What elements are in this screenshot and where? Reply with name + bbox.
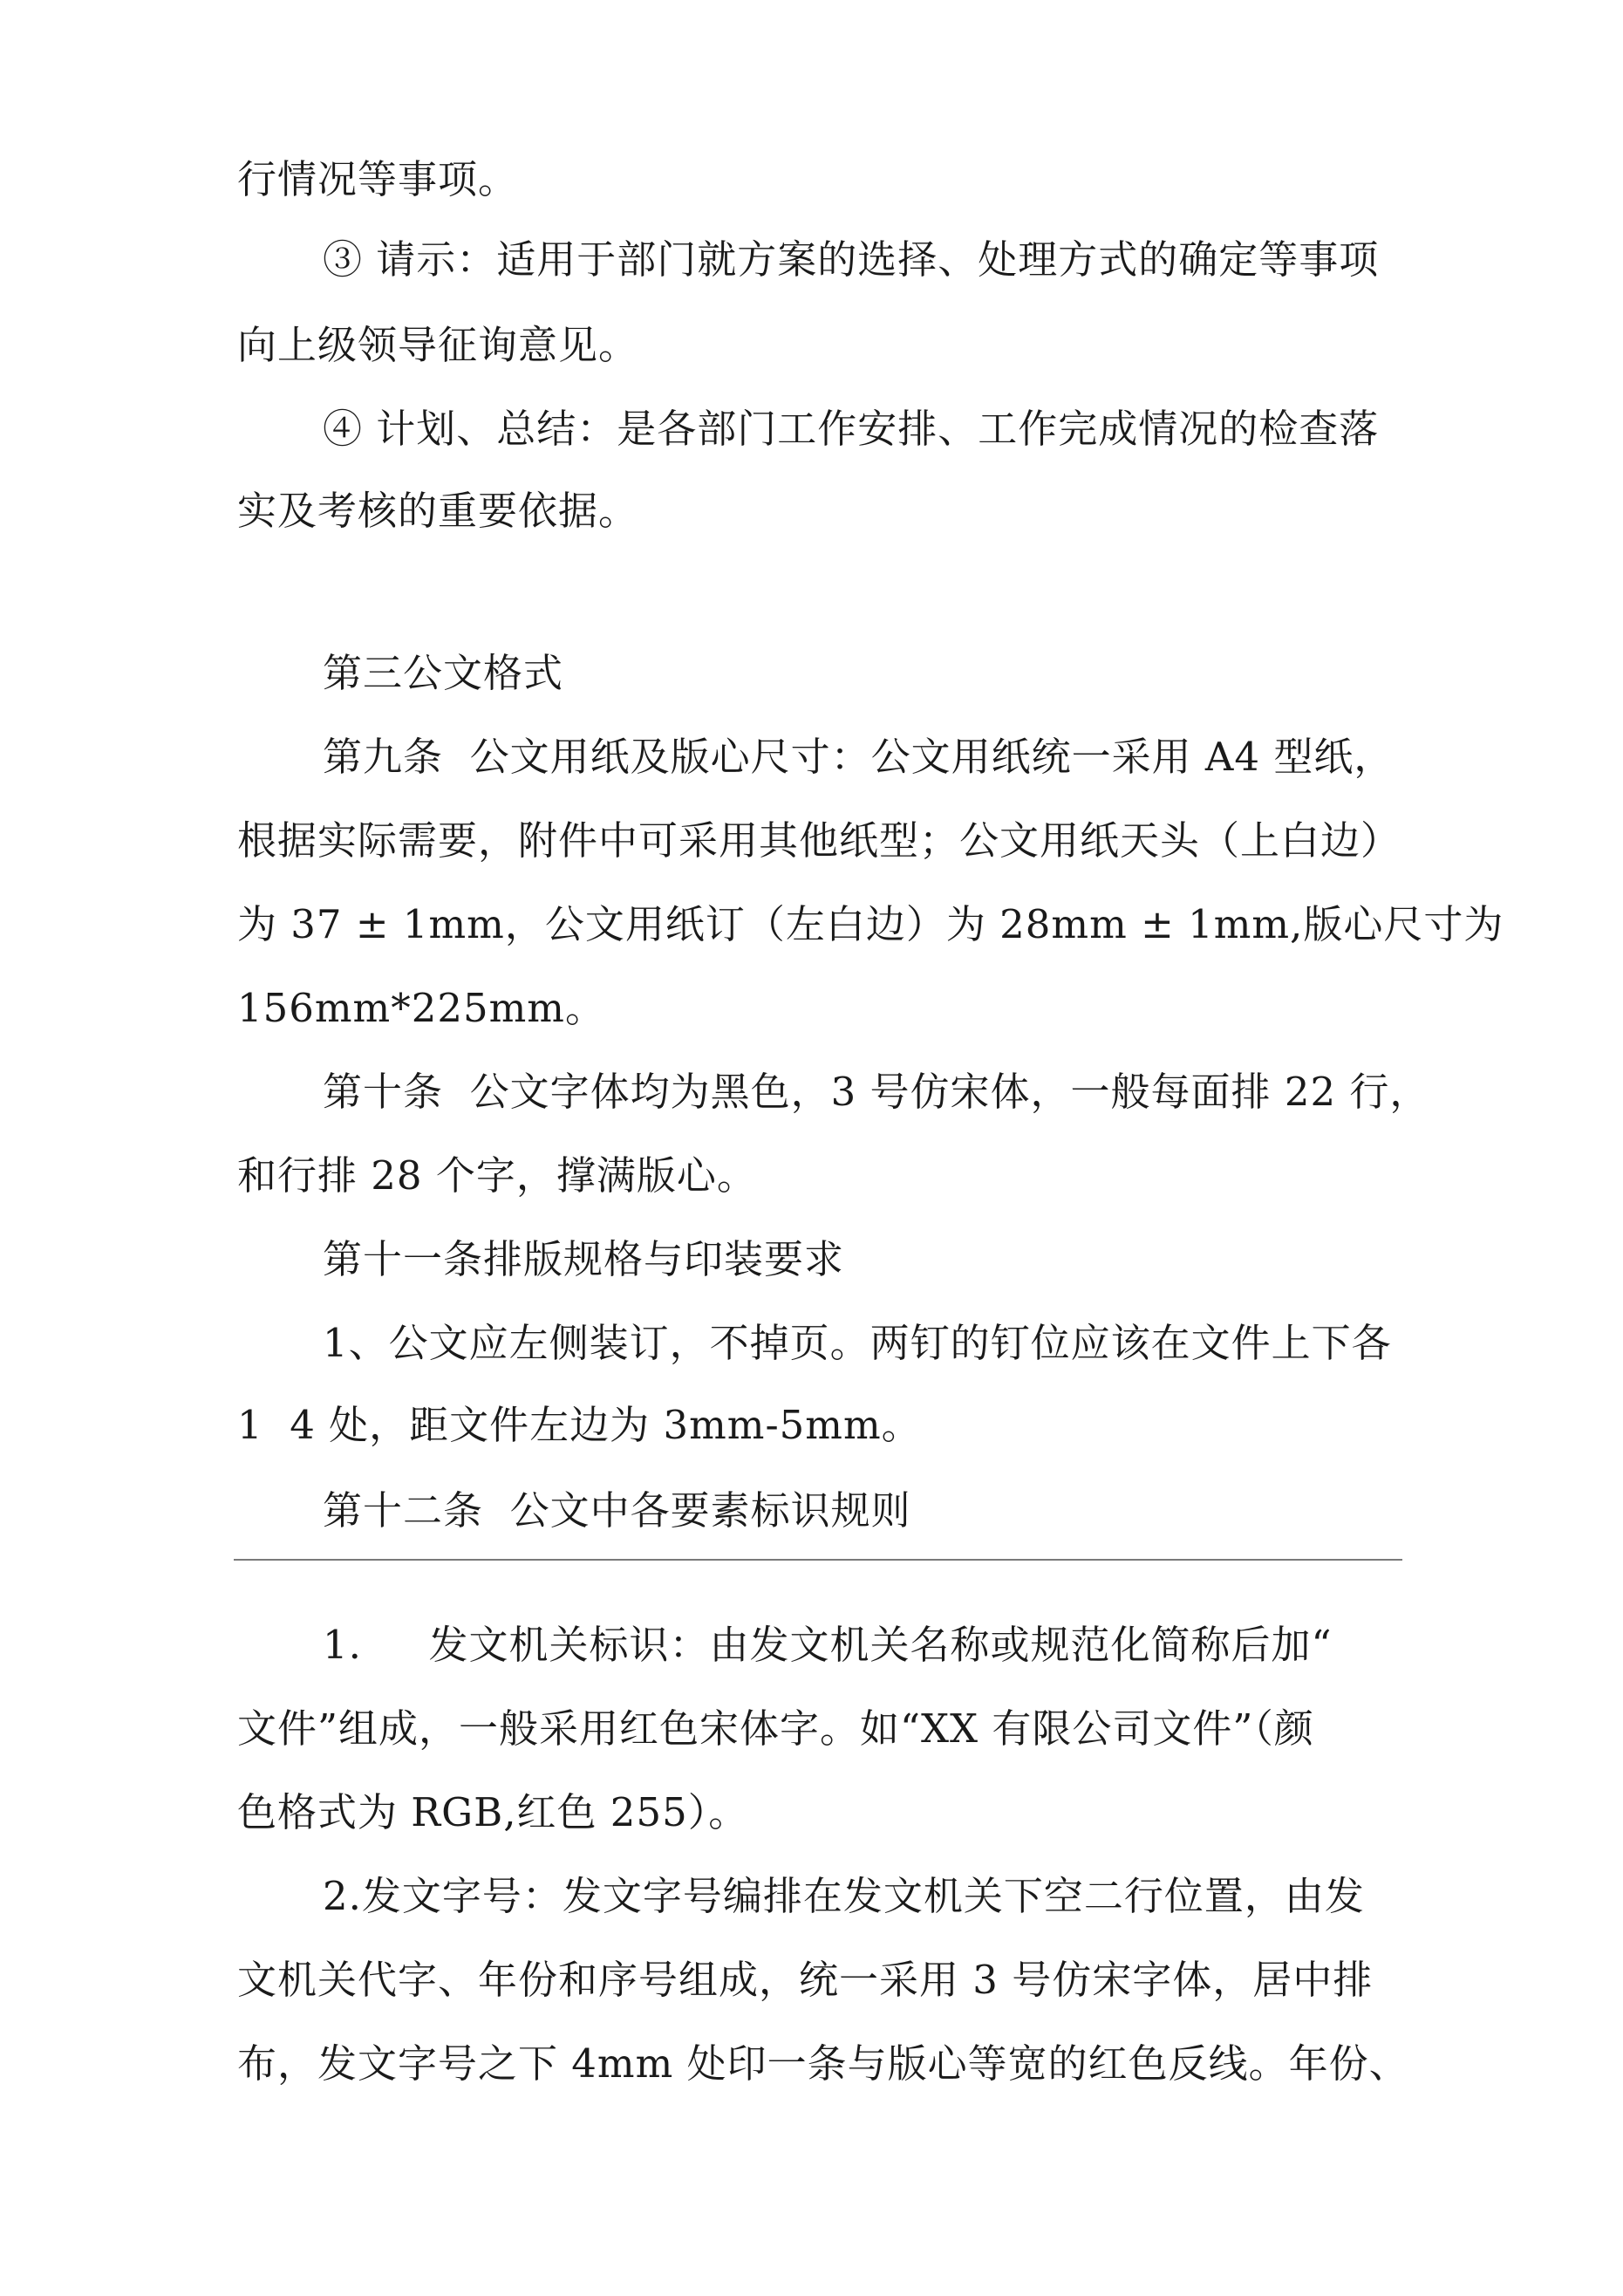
paragraph-line: 向上级领导征询意见。 [237,322,639,368]
paragraph-line: 2.发文字号：发文字号编排在发文机关下空二行位置，由发 [323,1873,1365,1919]
paragraph-line: 实及考核的重要依据。 [237,488,639,534]
divider-line [234,1559,1402,1561]
paragraph-line: 第九条 公文用纸及版心尺寸：公文用纸统一采用 A4 型纸， [323,734,1395,780]
paragraph-line: 文机关代字、年份和序号组成，统一采用 3 号仿宋字体，居中排 [237,1957,1374,2003]
paragraph-line: 1、公文应左侧装订，不掉页。两钉的钉位应该在文件上下各 [323,1320,1392,1366]
paragraph-line: 色格式为 RGB,红色 255）。 [237,1789,749,1835]
paragraph-line: 和行排 28 个字，撑满版心。 [237,1152,757,1199]
paragraph-line: 为 37 ± 1mm，公文用纸订（左白边）为 28mm ± 1mm,版心尺寸为 [237,901,1504,947]
paragraph-line: ③ 请示：适用于部门就方案的选择、处理方式的确定等事项 [323,236,1380,283]
paragraph-line: 文件”组成，一般采用红色宋体字。如“XX 有限公司文件”（颜 [237,1705,1314,1752]
paragraph-line: 第十条 公文字体均为黑色，3 号仿宋体，一般每面排 22 行， [323,1069,1430,1115]
paragraph-line: 根据实际需要，附件中可采用其他纸型；公文用纸天头（上白边） [237,817,1401,864]
section-heading: 第三公文格式 [323,650,564,696]
paragraph-line: ④ 计划、总结：是各部门工作安排、工作完成情况的检查落 [323,406,1380,452]
paragraph-line: 布，发文字号之下 4mm 处印一条与版心等宽的红色反线。年份、 [237,2040,1409,2087]
paragraph-line: 156mm*225mm。 [237,985,605,1031]
paragraph-line: 行情况等事项。 [237,156,519,202]
paragraph-line: 1. 发文机关标识：由发文机关名称或规范化简称后加“ [323,1622,1333,1668]
paragraph-line: 1 4 处，距文件左边为 3mm-5mm。 [237,1402,922,1448]
article-heading: 第十二条 公文中各要素标识规则 [323,1487,911,1534]
article-heading: 第十一条排版规格与印装要求 [323,1236,845,1282]
